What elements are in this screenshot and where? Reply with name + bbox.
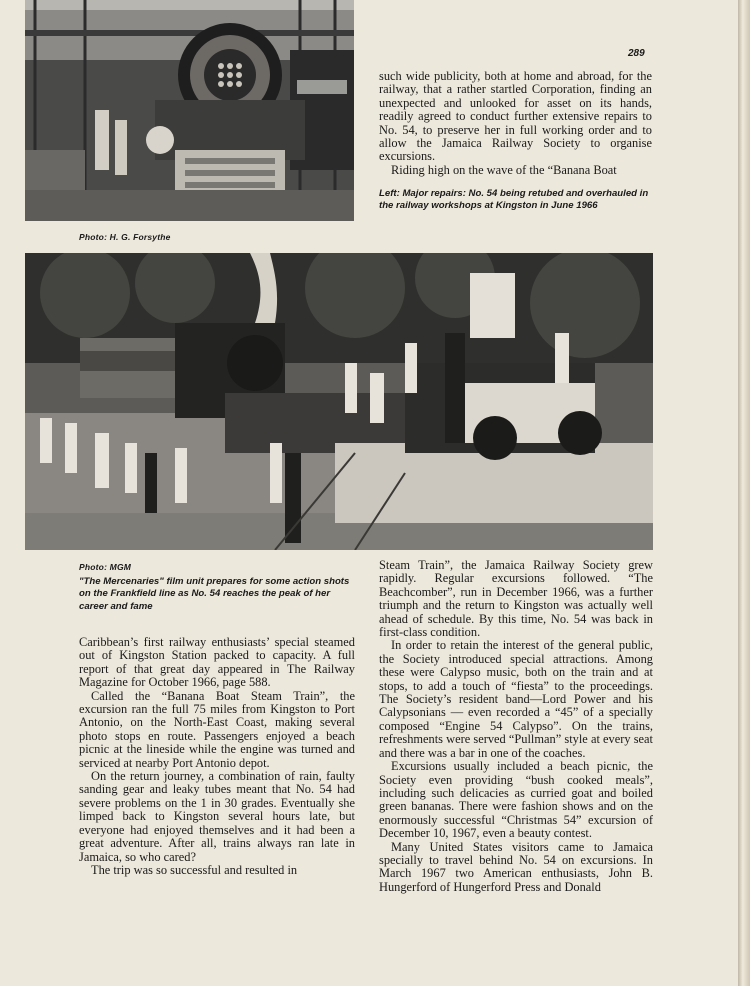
left-paragraph-2: Called the “Banana Boat Steam Train”, the excursion ran the full 75 miles from Kingston to Port Antonio, on the North-East Coast, making several photo stops en route. Passengers enjoyed a beach picnic at the lineside while the engine was turned and serviced at nearby Port Antonio depot. <box>79 688 355 770</box>
right-paragraph-2: In order to retain the interest of the general public, the Society introduced special attractions. Among these were Calypso music, both on the train and at stops, to add a touch of “fiesta” to the proceedings. The Society’s resident band—Lord Power and his Calypsonians — even recorded a “45” of a specially composed “Engine 54 Calypso”. On the trains, refreshments were served “Pullman” style at every seat and there was a bar in one of the coaches. <box>379 638 653 760</box>
left-paragraph-4: The trip was so successful and resulted in <box>91 862 298 877</box>
right-paragraph-3: Excursions usually included a beach picnic, the Society even providing “bush cooked meals”, including such delicacies as curried goat and boiled green bananas. There were fashion shows and on the enormously successful “Christmas 54” excursion of December 10, 1967, even a beauty contest. <box>379 759 653 841</box>
film-unit-photo-caption: "The Mercenaries" film unit prepares for some action shots on the Frankfield line as No. 54 reaches the peak of her career and fame <box>79 576 350 612</box>
film-unit-photo-credit: Photo: MGM <box>79 562 132 572</box>
workshop-photo-caption: Left: Major repairs: No. 54 being retubed and overhauled in the railway workshops at Kingston in June 1966 <box>379 188 649 212</box>
right-paragraph-4: Many United States visitors came to Jamaica specially to travel behind No. 54 on excursions. In March 1967 two American enthusiasts, John B. Hungerford of Hungerford Press and Donald <box>379 839 653 894</box>
page-edge <box>738 0 750 986</box>
right-top-paragraph-2: Riding high on the wave of the “Banana Boat <box>391 162 617 177</box>
left-paragraph-3: On the return journey, a combination of rain, faulty sanding gear and leaky tubes meant that No. 54 had severe problems on the 1 in 30 grades. Eventually she limped back to Kingston several hours late, but everyone had enjoyed themselves and it had been a great adventure. After all, trains always ran late in Jamaica, so who cared? <box>79 769 355 864</box>
workshop-photo-credit: Photo: H. G. Forsythe <box>79 232 171 242</box>
left-text-column <box>79 636 355 877</box>
workshop-photo-graphic <box>25 0 354 221</box>
right-top-paragraph-1: such wide publicity, both at home and abroad, for the railway, that a rather startled Corporation, finding an unexpected and unlooked for asset on its hands, readily agreed to conduct further extensive repairs to No. 54, to preserve her in full working order and to allow the Jamaica Railway Society to organise excursions. <box>379 69 652 164</box>
film-unit-photo-graphic <box>25 253 653 550</box>
film-unit-photo <box>25 253 653 550</box>
page-number: 289 <box>628 48 645 59</box>
left-paragraph-1: Caribbean’s first railway enthusiasts’ special steamed out of Kingston Station packed to capacity. A full report of that great day appeared in The Railway Magazine for October 1966, page 588. <box>79 635 355 690</box>
right-paragraph-1: Steam Train”, the Jamaica Railway Society grew rapidly. Regular excursions followed. “The Beachcomber”, run in December 1966, was a further triumph and the return to Kingston was actually well ahead of schedule. By this time, No. 54 was back in first-class condition. <box>379 558 653 640</box>
workshop-photo <box>25 0 354 221</box>
right-top-text-column <box>379 70 652 177</box>
right-text-column <box>379 559 653 894</box>
